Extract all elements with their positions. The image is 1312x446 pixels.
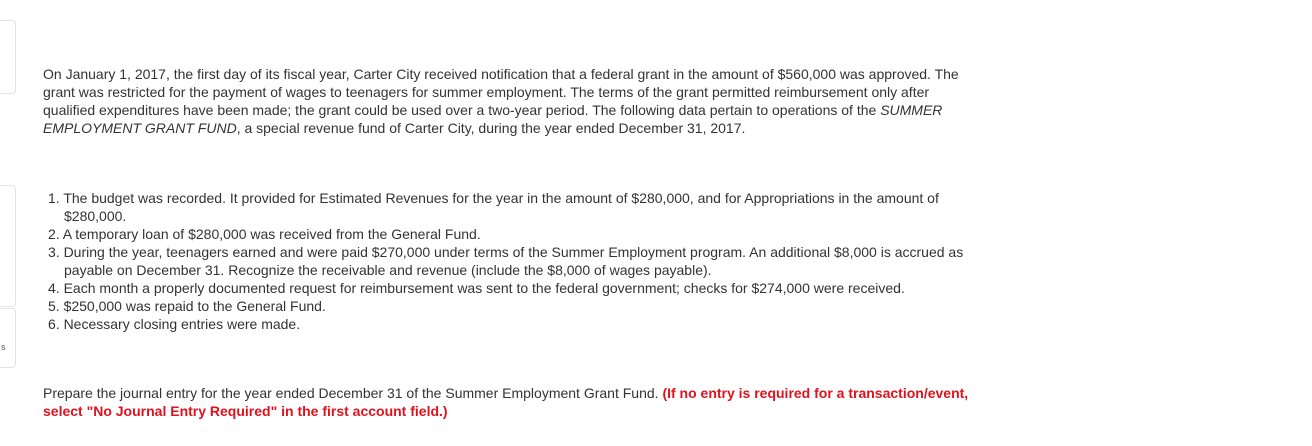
- problem-content: [43, 65, 983, 419]
- transaction-item: 3. During the year, teenagers earned and were paid $270,000 under terms of the Summer Employment program. An additional $8,000 is accrued as payable on December 31. Recognize the receivable and revenue (include the $8,000 of wages payable).: [48, 244, 964, 278]
- intro-text-start: On January 1, 2017, the first day of its fiscal year, Carter City received notification that a federal grant in the amount of $560,000 was approved. The grant was restricted for the payment of wages to teenagers for summer employment. The terms of the grant permitted reimbursement only after qualified expenditures have been made; the grant could be used over a two-year period. The following data pertain to operations of the: [43, 66, 959, 118]
- transaction-item: 5. $250,000 was repaid to the General Fund.: [48, 298, 326, 314]
- transaction-item: 2. A temporary loan of $280,000 was received from the General Fund.: [48, 226, 481, 242]
- instruction-note: (If no entry is required for a transaction/event, select "No Journal Entry Required" in the first account field.): [43, 385, 969, 419]
- instruction-prompt: [43, 384, 983, 420]
- sidebar-tab[interactable]: [0, 185, 16, 307]
- transaction-list: [48, 189, 988, 333]
- sidebar-tab[interactable]: [0, 308, 16, 368]
- intro-text-end: , a special revenue fund of Carter City, during the year ended December 31, 2017.: [236, 120, 746, 136]
- transaction-item: 4. Each month a properly documented request for reimbursement was sent to the federal government; checks for $274,000 were received.: [48, 280, 905, 296]
- sidebar-tab[interactable]: [0, 20, 16, 94]
- transaction-item: 6. Necessary closing entries were made.: [48, 316, 301, 332]
- transaction-item: 1. The budget was recorded. It provided for Estimated Revenues for the year in the amount of $280,000, and for Appropriations in the amount of $280,000.: [48, 190, 939, 224]
- sidebar-partial-label: s: [1, 342, 6, 352]
- instruction-text: Prepare the journal entry for the year ended December 31 of the Summer Employment Grant Fund.: [43, 385, 663, 401]
- fund-name: SUMMER EMPLOYMENT GRANT FUND: [43, 102, 943, 136]
- problem-intro: [43, 65, 983, 137]
